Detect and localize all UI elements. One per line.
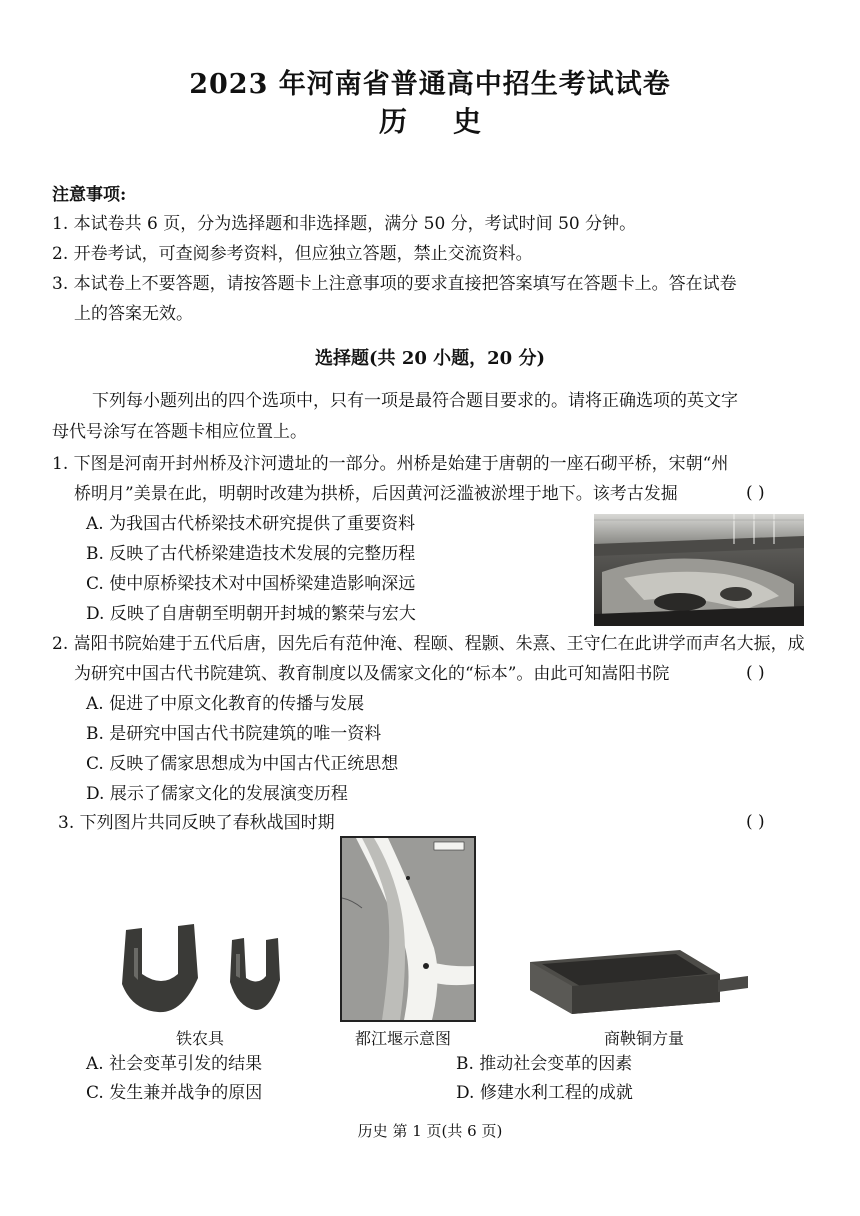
q3-option-a: A. 社会变革引发的结果	[86, 1054, 263, 1074]
notice-item-1: 1. 本试卷共 6 页，分为选择题和非选择题，满分 50 分，考试时间 50 分钟。	[52, 214, 637, 234]
caption-dujiangyan: 都江堰示意图	[355, 1029, 452, 1048]
page-footer: 历史 第 1 页(共 6 页)	[357, 1122, 503, 1140]
q1-answer-bracket: ( )	[746, 483, 765, 503]
subject-char-2: 史	[453, 105, 482, 138]
iron-farm-tools-image	[112, 918, 312, 1018]
caption-iron-tools: 铁农具	[176, 1029, 225, 1048]
q2-option-d: D. 展示了儒家文化的发展演变历程	[86, 784, 348, 804]
exam-title: 2023 年河南省普通高中招生考试试卷	[189, 69, 671, 100]
q2-answer-bracket: ( )	[746, 663, 765, 683]
section-intro-1: 下列每小题列出的四个选项中，只有一项是最符合题目要求的。请将正确选项的英文字	[92, 391, 738, 411]
caption-bronze-measure: 商鞅铜方量	[604, 1029, 685, 1048]
q1-stem-line-1: 1. 下图是河南开封州桥及汴河遗址的一部分。州桥是始建于唐朝的一座石砌平桥，宋朝“州	[52, 454, 729, 474]
notice-item-2: 2. 开卷考试，可查阅参考资料，但应独立答题，禁止交流资料。	[52, 244, 533, 264]
section-title: 选择题(共 20 小题，20 分)	[315, 348, 545, 369]
q1-option-b: B. 反映了古代桥梁建造技术发展的完整历程	[86, 544, 416, 564]
q2-option-b: B. 是研究中国古代书院建筑的唯一资料	[86, 724, 382, 744]
subject-title	[0, 100, 860, 140]
q3-stem: 3. 下列图片共同反映了春秋战国时期	[58, 813, 335, 833]
q1-stem-line-2: 桥明月”美景在此，明朝时改建为拱桥，后因黄河泛滥被淤埋于地下。该考古发掘	[74, 484, 678, 504]
section-intro-2: 母代号涂写在答题卡相应位置上。	[52, 422, 307, 442]
q1-option-c: C. 使中原桥梁技术对中国桥梁建造影响深远	[86, 574, 416, 594]
q2-option-a: A. 促进了中原文化教育的传播与发展	[86, 694, 365, 714]
q1-option-a: A. 为我国古代桥梁技术研究提供了重要资料	[86, 514, 416, 534]
dujiangyan-map	[340, 836, 476, 1022]
zhouqiao-excavation-photo	[594, 514, 804, 626]
q3-option-c: C. 发生兼并战争的原因	[86, 1083, 263, 1103]
excavation-photo-image	[594, 514, 804, 626]
q3-answer-bracket: ( )	[746, 812, 765, 832]
notice-item-3: 3. 本试卷上不要答题，请按答题卡上注意事项的要求直接把答案填写在答题卡上。答在试卷	[52, 274, 737, 294]
subject-char-1: 历	[378, 105, 407, 138]
q3-option-b: B. 推动社会变革的因素	[456, 1054, 633, 1074]
notice-heading: 注意事项:	[52, 185, 127, 205]
dujiangyan-map-image	[342, 838, 474, 1020]
shangyang-bronze-measure-image	[520, 940, 750, 1020]
q3-option-d: D. 修建水利工程的成就	[456, 1083, 633, 1103]
notice-item-3-cont: 上的答案无效。	[74, 304, 193, 324]
q2-stem-line-1: 2. 嵩阳书院始建于五代后唐，因先后有范仲淹、程颐、程颢、朱熹、王守仁在此讲学而声名大振，成	[52, 634, 805, 654]
q2-stem-line-2: 为研究中国古代书院建筑、教育制度以及儒家文化的“标本”。由此可知嵩阳书院	[74, 664, 670, 684]
q1-option-d: D. 反映了自唐朝至明朝开封城的繁荣与宏大	[86, 604, 416, 624]
q2-option-c: C. 反映了儒家思想成为中国古代正统思想	[86, 754, 399, 774]
